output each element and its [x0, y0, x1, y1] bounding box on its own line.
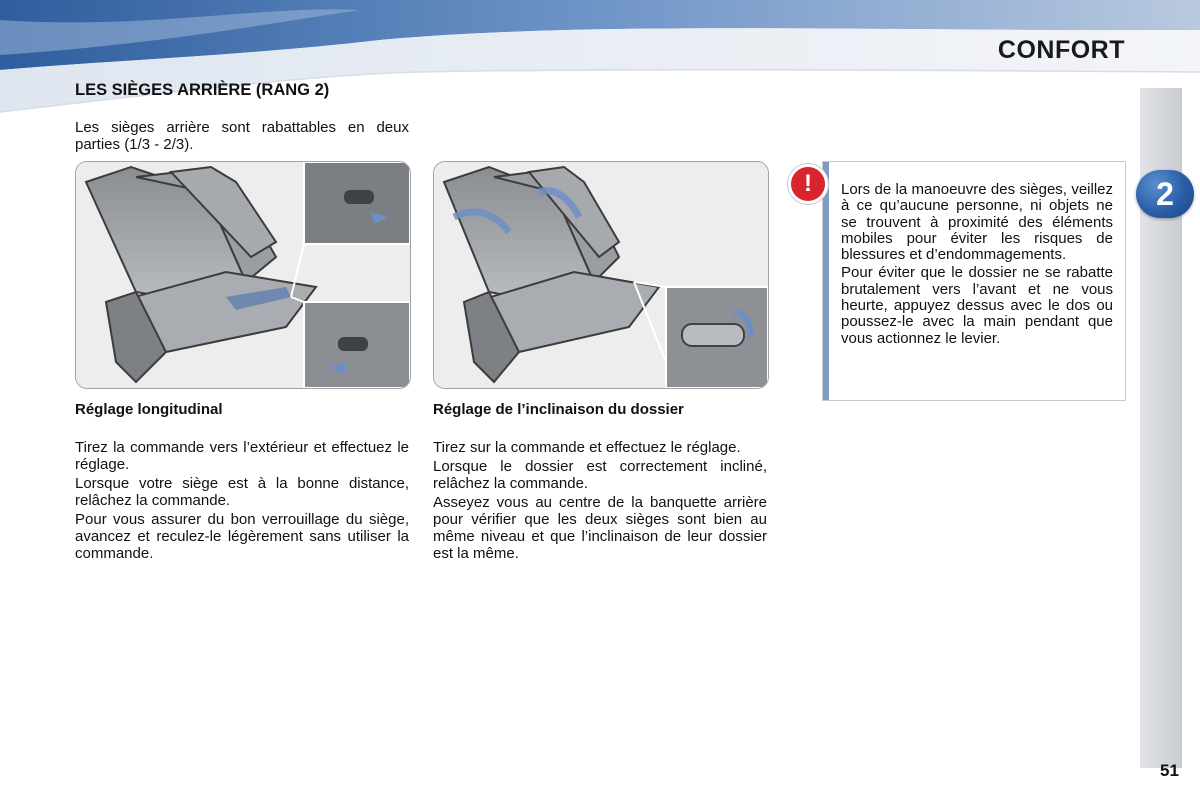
instruction-paragraph: Lorsque votre siège est à la bonne distance, relâchez la commande. [75, 475, 409, 509]
warning-box [804, 161, 1126, 401]
instruction-paragraph: Lorsque le dossier est correctement incliné, relâchez la commande. [433, 458, 767, 492]
page-number: 51 [1160, 761, 1179, 780]
chapter-tab[interactable] [1136, 170, 1194, 218]
warning-accent-bar [823, 162, 829, 400]
lever-detail-bottom [304, 302, 410, 388]
warning-exclamation-icon: ! [788, 164, 828, 204]
chapter-number: 2 [1156, 176, 1174, 212]
main-heading: LES SIÈGES ARRIÈRE (RANG 2) [75, 81, 330, 99]
instruction-paragraph: Asseyez vous au centre de la banquette arrière pour vérifier que les deux sièges sont bien au même niveau et que l’inclinaison de leur dossier est la même. [433, 494, 767, 562]
lever-detail [666, 287, 768, 388]
instruction-paragraph: Tirez la commande vers l’extérieur et effectuez le réglage. [75, 439, 409, 473]
instruction-paragraph: Pour vous assurer du bon verrouillage du siège, avancez et reculez-le légèrement sans utiliser la commande. [75, 511, 409, 562]
section-title: CONFORT [997, 36, 1125, 64]
caption-longitudinal: Réglage longitudinal [75, 401, 223, 418]
illustration-longitudinal-adjustment [75, 161, 411, 389]
illustration-backrest-tilt [433, 161, 769, 389]
caption-backrest-tilt: Réglage de l’inclinaison du dossier [433, 401, 684, 418]
longitudinal-instructions [75, 439, 409, 564]
lever-detail-top [304, 162, 410, 244]
warning-paragraph: Pour éviter que le dossier ne se rabatte brutalement vers l’avant et ne vous heurte, appuyez dessus avec le dos ou poussez-le avec la main pendant que vous actionnez le levier. [841, 264, 1113, 347]
backrest-instructions [433, 439, 767, 564]
instruction-paragraph: Tirez sur la commande et effectuez le réglage. [433, 439, 741, 456]
warning-text [841, 182, 1113, 349]
warning-paragraph: Lors de la manoeuvre des sièges, veillez à ce qu’aucune personne, ni objets ne se trouvent à proximité des éléments mobiles pour éviter les risques de blessures et d’endommagements. [841, 181, 1113, 264]
intro-text: Les sièges arrière sont rabattables en deux parties (1/3 - 2/3). [75, 119, 409, 153]
